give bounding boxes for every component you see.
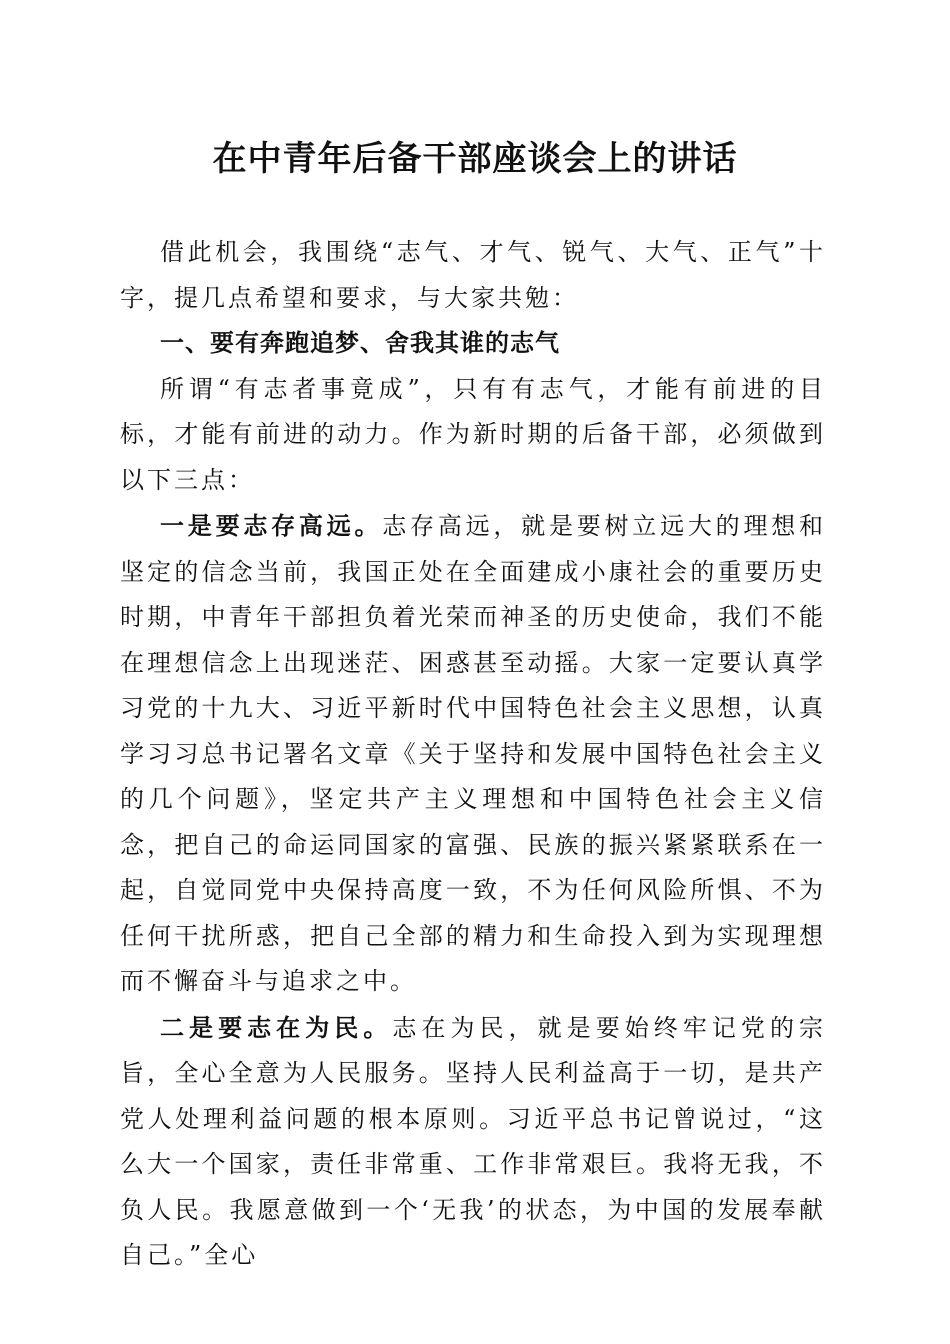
section-heading: 一、要有奔跑追梦、舍我其谁的志气: [160, 329, 560, 357]
point-two-paragraph: [120, 1005, 826, 1279]
intro-paragraph: 借此机会，我围绕“志气、才气、锐气、大气、正气”十字，提几点希望和要求，与大家共勉：: [120, 238, 826, 312]
point-one-lead: 一是要志存高远。: [160, 511, 383, 540]
point-one-paragraph: [120, 503, 826, 1005]
section-opening-paragraph: 所谓“有志者事竟成”，只有有志气，才能有前进的目标，才能有前进的动力。作为新时期的后备干部，必须做到以下三点：: [120, 374, 826, 494]
document-title: 在中青年后备干部座谈会上的讲话: [212, 139, 738, 179]
document-body: [120, 230, 826, 1279]
point-two-body: 志在为民，就是要始终牢记党的宗旨，全心全意为人民服务。坚持人民利益高于一切，是共产党人处理利益问题的根本原则。习近平总书记曾说过，“这么大一个国家，责任非常重、工作非常艰巨。我将无我，不负人民。我愿意做到一个‘无我’的状态，为中国的发展奉献自己。”全心: [120, 1013, 827, 1269]
point-two-lead: 二是要志在为民。: [160, 1012, 393, 1042]
point-one-body: 志存高远，就是要树立远大的理想和坚定的信念当前，我国正处在全面建成小康社会的重要历史时期，中青年干部担负着光荣而神圣的历史使命，我们不能在理想信念上出现迷茫、困惑甚至动摇。大家一定要认真学习党的十九大、习近平新时代中国特色社会主义思想，认真学习习总书记署名文章《关于坚持和发展中国特色社会主义的几个问题》，坚定共产主义理想和中国特色社会主义信念，把自己的命运同国家的富强、民族的振兴紧紧联系在一起，自觉同党中央保持高度一致，不为任何风险所惧、不为任何干扰所惑，把自己全部的精力和生命投入到为实现理想而不懈奋斗与追求之中。: [120, 512, 827, 995]
